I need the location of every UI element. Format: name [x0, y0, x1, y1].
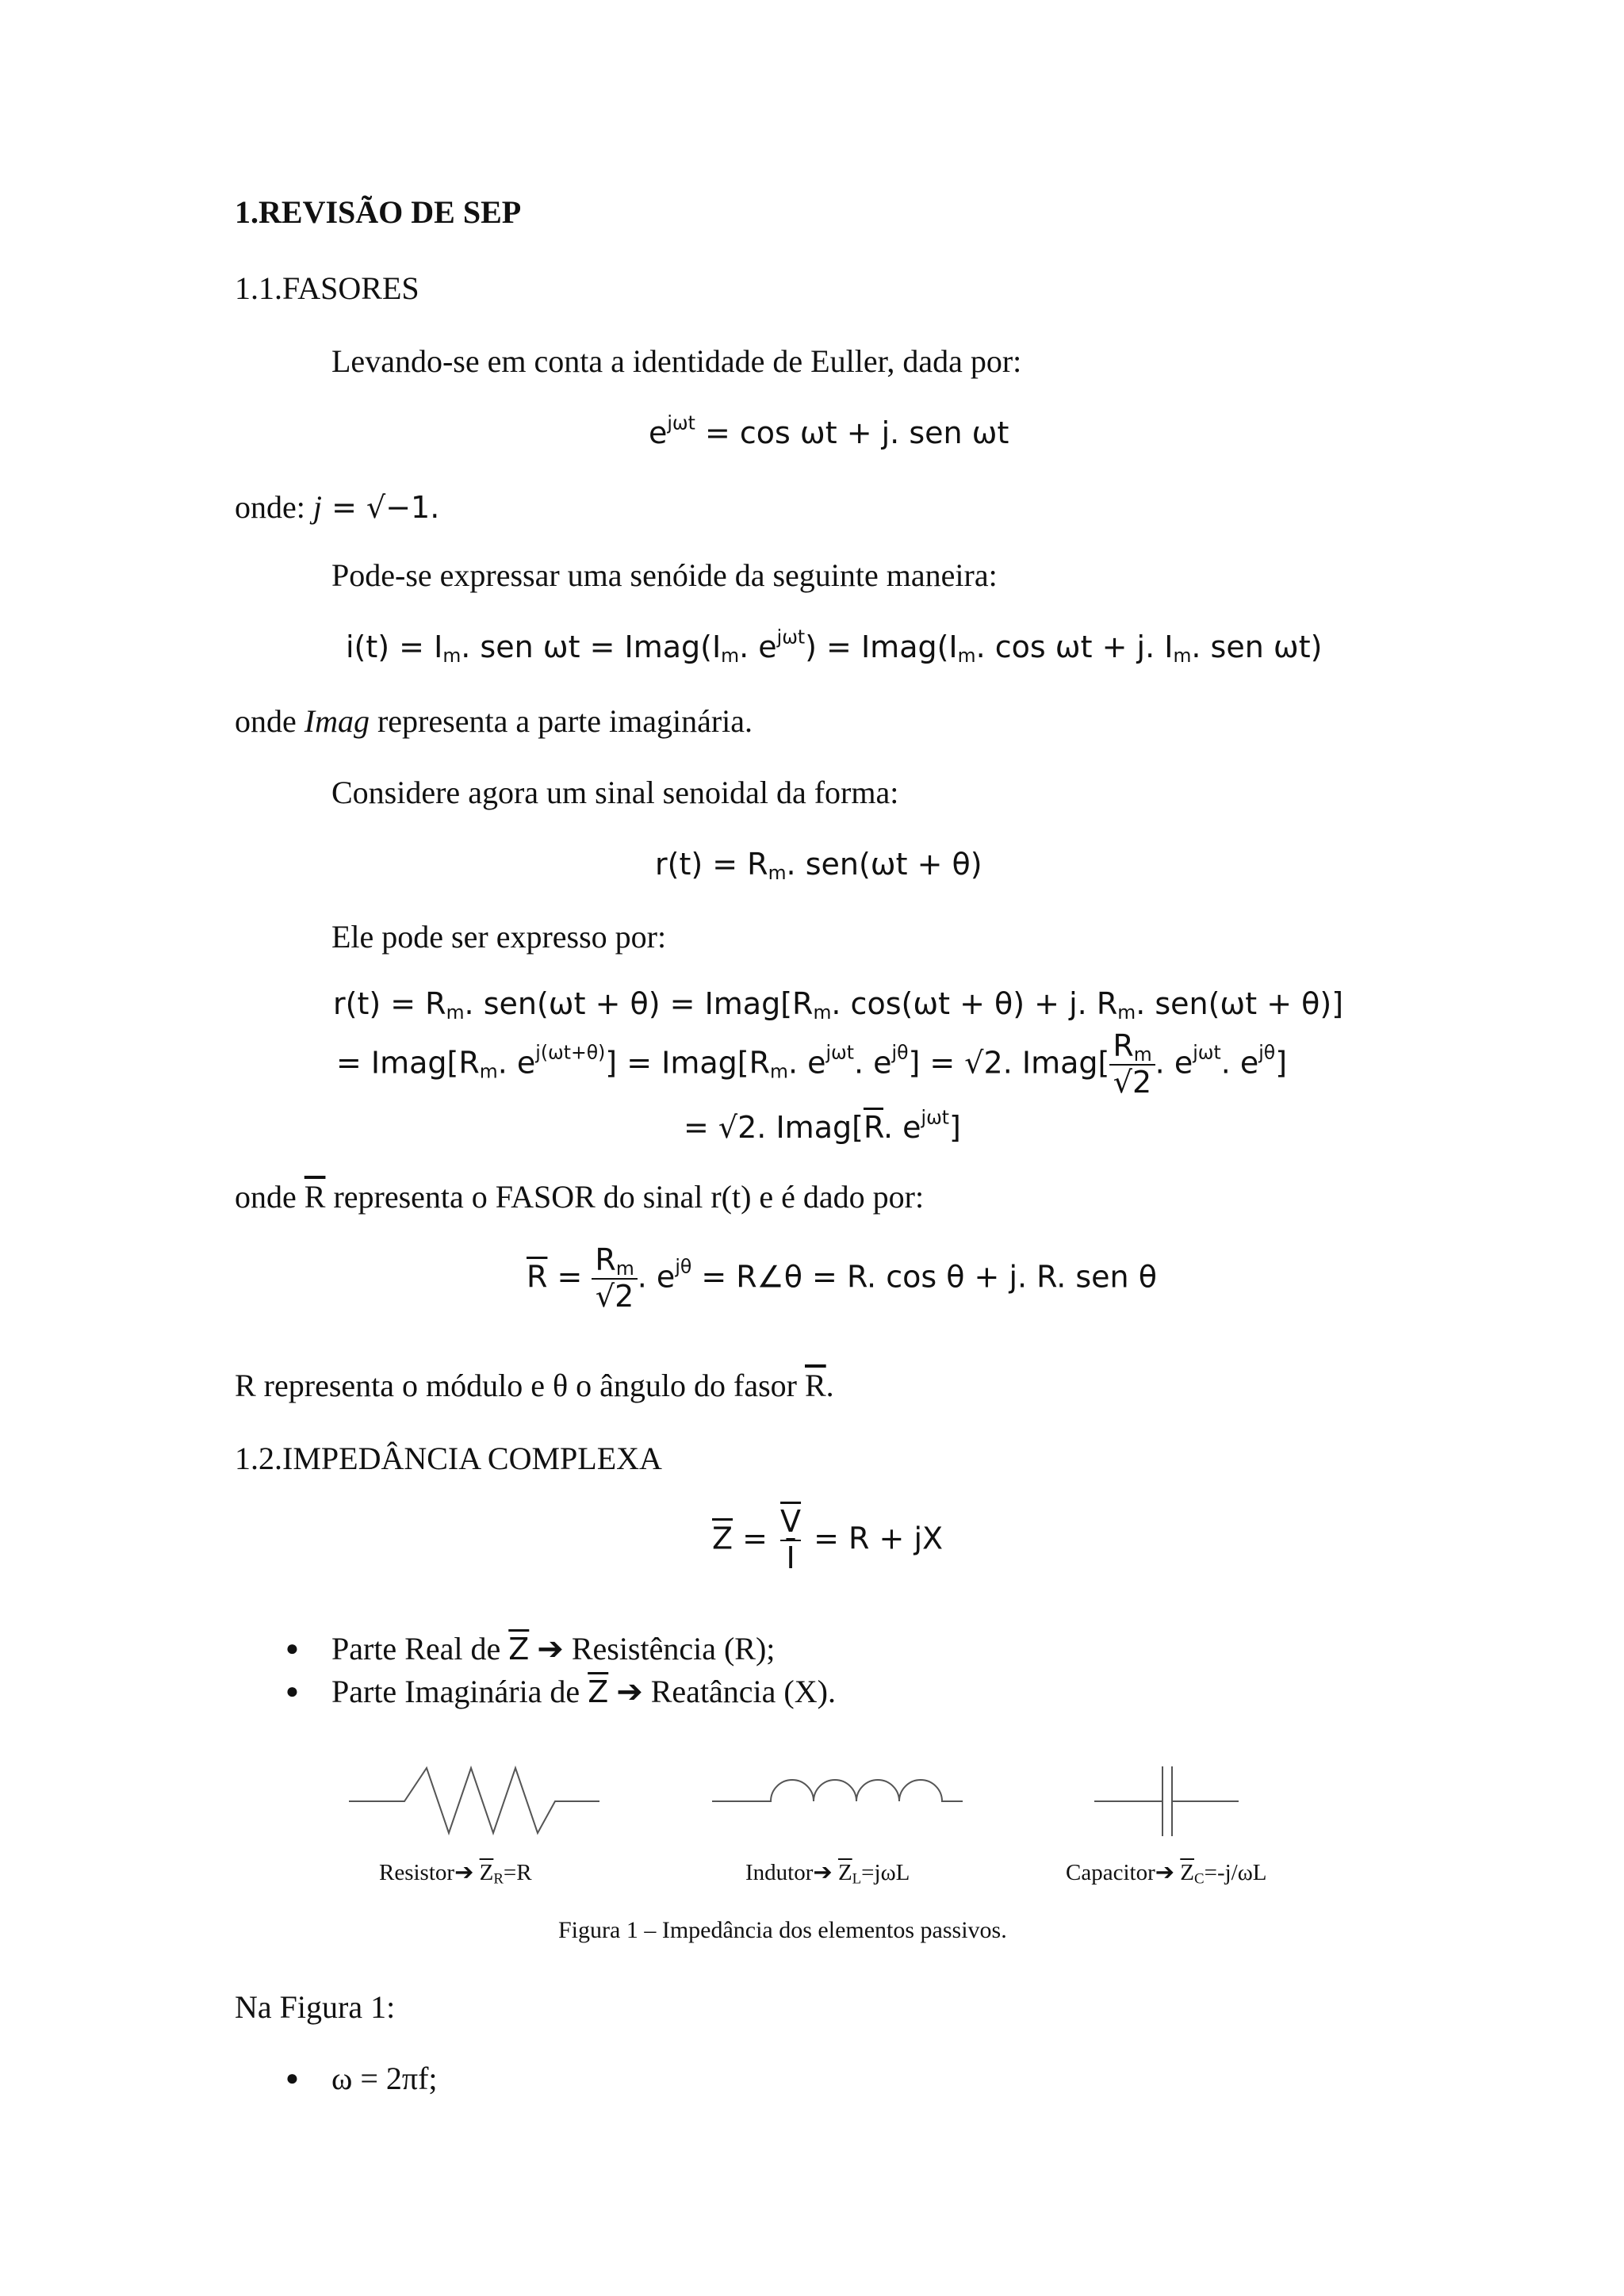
- current-equation: $i(t) = I_m$. sen $\omega t = Imag(I_m$. $e^{j\omega t}$) = $Imag(I_m$. cos ωt + j. $I_m$. sen ωt): [346, 626, 1323, 667]
- omega-definition: ω = 2πf;: [331, 2061, 438, 2096]
- resistor-label: Resistor➔ $\overline{Z}_R=R$: [379, 1860, 532, 1888]
- r-signal-equation: $r(t) = R_m$. sen(ωt + θ): [655, 847, 982, 884]
- modulo-note: R representa o módulo e θ o ângulo do fasor $\overline{R}$.: [235, 1368, 834, 1403]
- expressed-text: Ele pode ser expresso por:: [331, 919, 667, 955]
- rm-over-sqrt2-fraction: $\frac{R_m}{√2}$: [1109, 1031, 1155, 1099]
- fasor-fraction: $\frac{R_m}{√2}$: [592, 1245, 637, 1313]
- capacitor-label: Capacitor➔ $\overline{Z}_C=-j/\omega L$: [1066, 1860, 1267, 1888]
- imag-note: onde Imag representa a parte imaginária.: [235, 703, 753, 739]
- fasor-equation: $\overline{R}$ = $\frac{R_m}{√2}$ . $e^{j\theta}$ = R∠θ = R. cos θ + j. R. sen θ: [527, 1242, 1157, 1314]
- list-item: [279, 2055, 755, 2103]
- capacitor-symbol: [1094, 1766, 1239, 1836]
- arrow-right-icon: ➔: [1155, 1860, 1181, 1885]
- expansion-equation-line-3: = √2. $Imag[\overline{R}$. $e^{j\omega t}$]: [684, 1106, 961, 1145]
- v-over-i-fraction: $\frac{\overline{V}}{I}$: [780, 1504, 802, 1575]
- section-title-fasores: 1.1.FASORES: [235, 270, 419, 306]
- resistor-symbol: [349, 1768, 599, 1833]
- euler-equation: $e^{j\omega t} = \cos \omega t + j$. sen ωt: [649, 411, 1009, 450]
- fasor-note: onde $\overline{R}$ representa o FASOR do sinal r(t) e é dado por:: [235, 1179, 925, 1215]
- arrow-right-icon: ➔: [529, 1631, 572, 1667]
- impedance-equation: $\overline{Z}$ = $\frac{\overline{V}}{I}$ = R + jX: [712, 1504, 944, 1575]
- inductor-symbol: [712, 1780, 963, 1801]
- passive-elements-figure: [0, 1744, 1624, 1871]
- inductor-label: Indutor➔ $\overline{Z}_L=j\omega L$: [745, 1860, 910, 1888]
- bullet-icon: ●: [285, 1636, 299, 1661]
- figure-caption: Figura 1 – Impedância dos elementos passivos.: [558, 1917, 1007, 1943]
- senoid-intro-text: Pode-se expressar uma senóide da seguinte maneira:: [331, 557, 998, 593]
- arrow-right-icon: ➔: [813, 1860, 838, 1885]
- expansion-equation-line-2: = $Imag[R_m$. $e^{j(\omega t+\theta)}$] = $Imag[R_m$. $e^{j\omega t}$. $e^{j\theta}] = √2$. Imag[ $\frac{R_m}{√2}$ . $e^{j\omega t}$. $e^{j\theta}$]: [336, 1028, 1288, 1100]
- bullet-icon: ●: [285, 2066, 299, 2091]
- arrow-right-icon: ➔: [608, 1674, 651, 1709]
- arrow-right-icon: ➔: [454, 1860, 480, 1885]
- expansion-equation-line-1: $r(t) = R_m$. $sen(\omega t + \theta) = Imag[R_m$. cos(ωt + θ) + j. $R_m$. sen(ωt + θ)]: [333, 986, 1344, 1024]
- euler-intro-text: Levando-se em conta a identidade de Euller, dada por:: [331, 343, 1022, 379]
- j-definition: onde: j = √−1.: [235, 489, 440, 525]
- na-figura-text: Na Figura 1:: [235, 1989, 396, 2025]
- page-heading: 1.REVISÃO DE SEP: [235, 194, 522, 230]
- consider-text: Considere agora um sinal senoidal da forma:: [331, 775, 899, 810]
- bullet-icon: ●: [285, 1679, 299, 1704]
- section-title-impedancia: 1.2.IMPEDÂNCIA COMPLEXA: [235, 1441, 662, 1476]
